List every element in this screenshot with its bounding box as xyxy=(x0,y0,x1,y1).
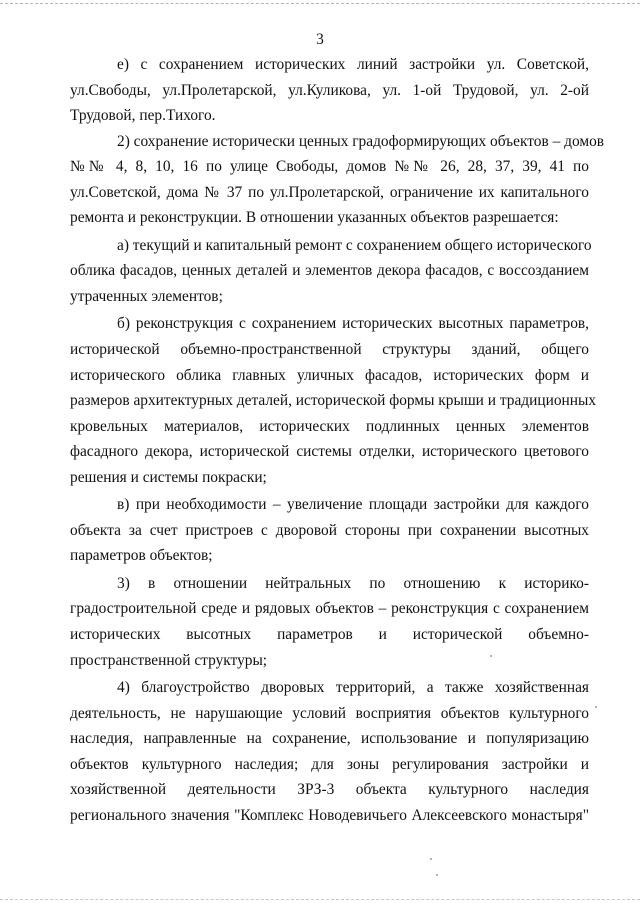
paragraph-line: исторического облика главных уличных фасадов, исторических форм и xyxy=(70,366,589,384)
paragraph-line: исторических высотных параметров и исторической объемно- xyxy=(70,626,589,644)
paragraph-a xyxy=(70,233,592,310)
paragraph-line: в) при необходимости – увеличение площади застройки для каждого xyxy=(117,496,589,514)
paragraph-line: наследия, направленные на сохранение, использование и популяризацию xyxy=(70,730,589,748)
paragraph-line: ул.Свободы, ул.Пролетарской, ул.Куликова, ул. 1-ой Трудовой, ул. 2-ой xyxy=(70,81,589,99)
scan-top-edge xyxy=(0,3,640,4)
paragraph-line: исторической объемно-пространственной структуры зданий, общего xyxy=(70,341,589,359)
paragraph-item-2 xyxy=(70,129,605,231)
paragraph-line: ул.Советской, дома № 37 по ул.Пролетарской, ограничение их капитального xyxy=(70,183,589,201)
paragraph-line: 4) благоустройство дворовых территорий, а также хозяйственная xyxy=(117,679,589,697)
paragraph-b xyxy=(70,311,597,490)
paragraph-line: кровельных материалов, исторических подлинных ценных элементов xyxy=(70,417,589,435)
paragraph-v xyxy=(70,492,589,569)
paragraph-line: е) с сохранением исторических линий застройки ул. Советской, xyxy=(117,56,589,73)
scan-speck xyxy=(430,858,432,860)
paragraph-item-4 xyxy=(70,675,589,828)
paragraph-line: б) реконструкция с сохранением исторических высотных параметров, xyxy=(117,315,589,333)
paragraph-item-3 xyxy=(70,571,589,673)
paragraph-line: решения и системы покраски; xyxy=(70,468,267,486)
paragraph-line: №№ 4, 8, 10, 16 по улице Свободы, домов №№ 26, 28, 37, 39, 41 по xyxy=(70,158,589,176)
document-body xyxy=(70,52,605,828)
paragraph-line: облика фасадов, ценных деталей и элементов декора фасадов, с воссозданием xyxy=(70,262,589,280)
scan-speck xyxy=(436,874,438,876)
paragraph-line: 2) сохранение исторически ценных градоформирующих объектов – домов xyxy=(117,132,605,150)
paragraph-line: размеров архитектурных деталей, исторической формы крыши и традиционных xyxy=(70,392,597,410)
paragraph-e xyxy=(70,52,589,129)
paragraph-line: фасадного декора, исторической системы отделки, исторического цветового xyxy=(70,443,589,461)
paragraph-line: параметров объектов; xyxy=(70,547,213,565)
paragraph-line: ремонта и реконструкции. В отношении указанных объектов разрешается: xyxy=(70,209,559,227)
page-number: 3 xyxy=(316,31,324,48)
paragraph-line: объекта за счет пристроев с дворовой стороны при сохранении высотных xyxy=(70,521,589,539)
paragraph-line: градостроительной среде и рядовых объектов – реконструкция с сохранением xyxy=(70,600,589,618)
scan-speck xyxy=(490,655,492,657)
paragraph-line: объектов культурного наследия; для зоны регулирования застройки и xyxy=(70,755,589,773)
paragraph-line: а) текущий и капитальный ремонт с сохранением общего исторического xyxy=(117,236,592,254)
paragraph-line: регионального значения "Комплекс Новодевичьего Алексеевского монастыря" xyxy=(70,806,589,824)
paragraph-line: 3) в отношении нейтральных по отношению к историко- xyxy=(117,574,589,592)
paragraph-line: пространственной структуры; xyxy=(70,651,268,669)
paragraph-line: Трудовой, пер.Тихого. xyxy=(70,107,216,125)
scan-bottom-edge xyxy=(0,899,640,900)
paragraph-line: деятельность, не нарушающие условий восприятия объектов культурного xyxy=(70,704,589,722)
scan-speck xyxy=(595,706,597,708)
paragraph-line: хозяйственной деятельности ЗРЗ-3 объекта культурного наследия xyxy=(70,781,589,799)
paragraph-line: утраченных элементов; xyxy=(70,287,223,305)
